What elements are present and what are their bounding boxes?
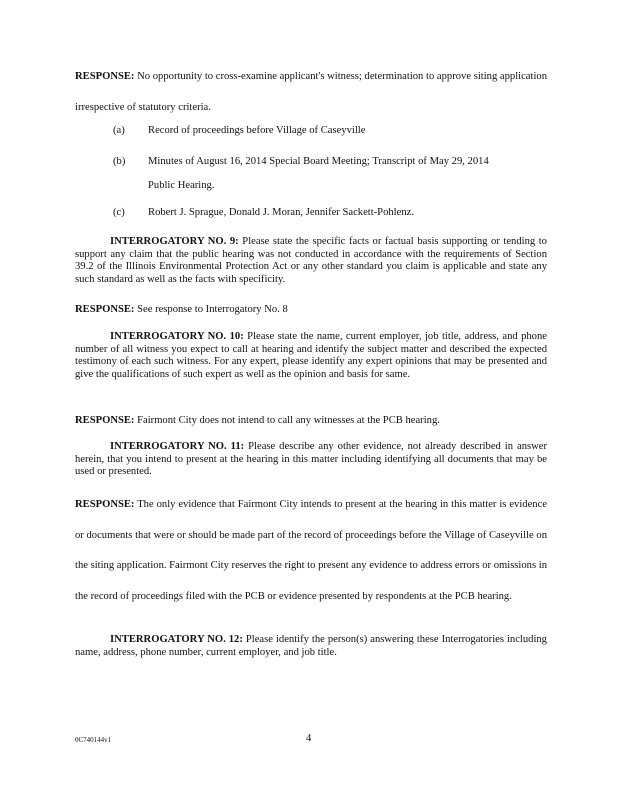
interrogatory-label: INTERROGATORY NO. 10: — [110, 331, 244, 342]
response-10 — [75, 415, 547, 428]
interrogatory-12 — [75, 634, 547, 659]
document-id: 0C740144v1 — [75, 736, 112, 744]
list-item-b-continued: Public Hearing. — [148, 180, 215, 191]
response-prior — [75, 62, 547, 123]
response-text: The only evidence that Fairmont City intends to present at the hearing in this matter is evidence or documents that were or should be made part of the record of proceedings before the Village of Caseyville on the siting application. Fairmont City reserves the right to present any evidence to address errors or omissions in the record of proceedings filed with the PCB or evidence presented by respondents at the PCB hearing. — [75, 499, 547, 602]
page-number: 4 — [306, 733, 312, 744]
response-label: RESPONSE: — [75, 499, 135, 510]
response-text: No opportunity to cross-examine applicant's witness; determination to approve siting application irrespective of statutory criteria. — [75, 71, 547, 113]
response-11 — [75, 490, 547, 612]
item-text: Record of proceedings before Village of Caseyville — [148, 125, 366, 136]
response-label: RESPONSE: — [75, 71, 135, 82]
item-text: Minutes of August 16, 2014 Special Board Meeting; Transcript of May 29, 2014 — [148, 156, 489, 167]
interrogatory-label: INTERROGATORY NO. 9: — [110, 236, 239, 247]
interrogatory-10 — [75, 331, 547, 381]
interrogatory-label: INTERROGATORY NO. 12: — [110, 634, 243, 645]
interrogatory-11 — [75, 441, 547, 479]
item-text: Robert J. Sprague, Donald J. Moran, Jennifer Sackett-Pohlenz. — [148, 207, 414, 218]
response-text: Fairmont City does not intend to call any witnesses at the PCB hearing. — [137, 415, 440, 426]
interrogatory-text: Please describe any other evidence, not already described in answer herein, that you intend to present at the hearing in this matter including identifying all documents that may be used or presented. — [75, 441, 547, 478]
response-label: RESPONSE: — [75, 304, 135, 315]
item-label: (c) — [113, 207, 125, 218]
interrogatory-text: Please identify the person(s) answering these Interrogatories including name, address, phone number, current employer, and job title. — [75, 634, 547, 658]
interrogatory-text: Please state the specific facts or factual basis supporting or tending to support any claim that the public hearing was not conducted in accordance with the requirements of Section 39.2 of the Illinois Environmental Protection Act or any other standard you claim is applicable and state any such standard as well as the facts with specificity. — [75, 236, 547, 285]
interrogatory-9 — [75, 236, 547, 286]
response-9 — [75, 304, 547, 317]
item-label: (a) — [113, 125, 125, 136]
item-label: (b) — [113, 156, 126, 167]
interrogatory-label: INTERROGATORY NO. 11: — [110, 441, 245, 452]
response-text: See response to Interrogatory No. 8 — [137, 304, 288, 315]
response-label: RESPONSE: — [75, 415, 135, 426]
interrogatory-text: Please state the name, current employer, job title, address, and phone number of all witness you expect to call at hearing and identify the subject matter and described the expected testimony of each such witness. For any expert, please identify any expert opinions that may be presented and give the qualifications of such expert as well as the opinion and basis for same. — [75, 331, 547, 380]
